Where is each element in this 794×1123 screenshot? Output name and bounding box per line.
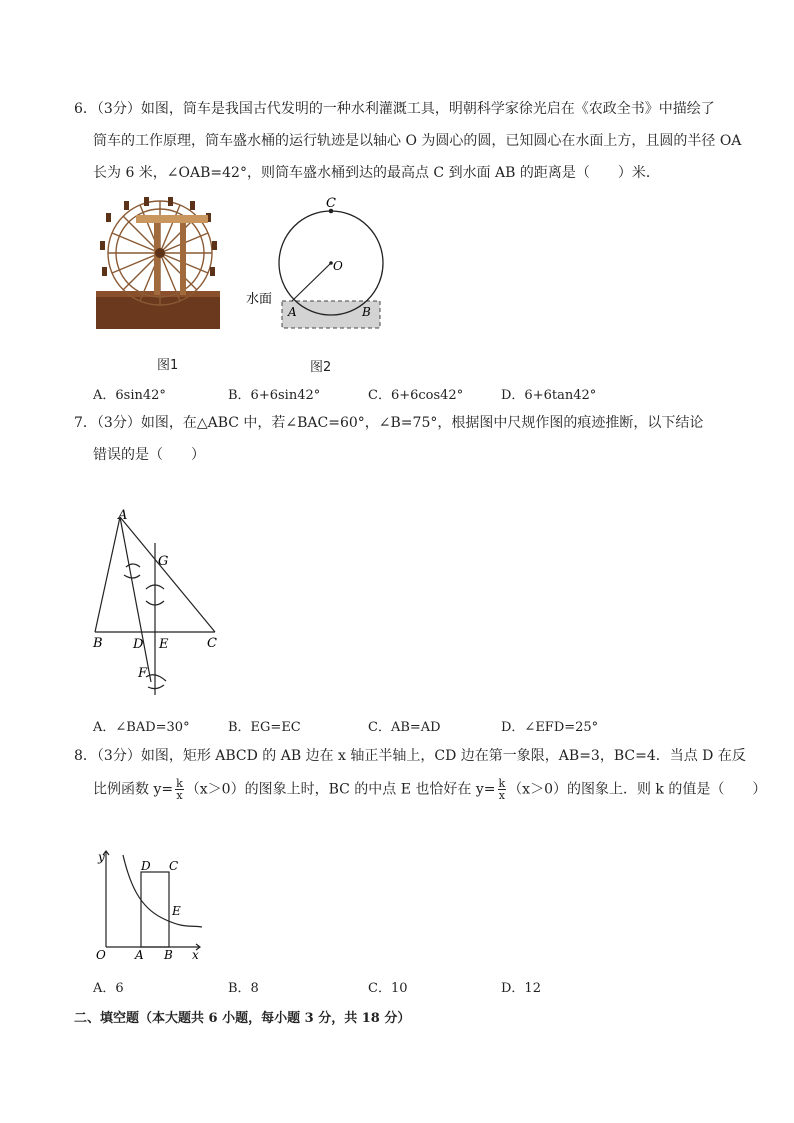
q8-line-2 [93,778,766,801]
label-C: C [326,196,336,211]
label-D: D [141,859,151,873]
q7-choice-b[interactable]: B．EG=EC [228,720,301,735]
label-y: y [98,850,105,864]
fraction-denominator-2: x [498,789,505,802]
triangle-construction-diagram [88,505,228,700]
q6-line-1: 6．（3分）如图，筒车是我国古代发明的一种水利灌溉工具，明朝科学家徐光启在《农政全书》中描绘了 [74,101,715,117]
label-C: C [169,859,179,873]
arc-mark-1 [126,564,140,567]
label-A: A [135,948,144,962]
section-2-heading: 二、填空题（本大题共 6 小题，每小题 3 分，共 18 分） [74,1011,411,1026]
q8-line-2-part-a: 比例函数 y= [93,781,174,798]
label-B: B [164,948,173,962]
hyperbola-rectangle-diagram [90,845,210,963]
label-E: E [159,637,169,652]
q7-choice-d[interactable]: D．∠EFD=25° [501,720,599,735]
fraction-numerator-2: k [498,777,506,790]
label-O: O [96,948,106,962]
label-x: x [192,948,199,962]
radius-OA [292,263,331,301]
label-D: D [133,637,144,652]
q8-choice-a[interactable]: A．6 [93,981,124,996]
q7-line-2: 错误的是（ ） [93,447,205,463]
q7-choice-a[interactable]: A．∠BAD=30° [93,720,190,735]
label-water-surface: 水面 [246,292,273,307]
arc-mark-2 [124,575,140,578]
water-wheel-photo [96,195,220,329]
side-AB [95,517,120,632]
q8-line-2-part-c: （x＞0）的图象上．则 k 的值是（ ） [508,781,767,798]
line-AF [120,517,151,682]
q6-choice-d[interactable]: D．6+6tan42° [501,388,597,403]
fraction-k-over-x-2 [498,778,507,801]
q7-choice-c[interactable]: C．AB=AD [368,720,441,735]
label-A: A [288,305,297,319]
rectangle-ABCD [141,872,169,947]
q8-choice-c[interactable]: C．10 [368,981,408,996]
figure-2-circle-diagram [240,190,400,340]
label-E: E [172,904,181,918]
label-F: F [138,666,148,681]
label-B: B [93,636,103,651]
q8-choice-b[interactable]: B．8 [228,981,259,996]
q6-choice-b[interactable]: B．6+6sin42° [228,388,321,403]
q8-line-1: 8．（3分）如图，矩形 ABCD 的 AB 边在 x 轴正半轴上，CD 边在第一象限，AB=3，BC=4．当点 D 在反 [74,748,746,764]
fraction-denominator: x [176,789,183,802]
q6-choice-a[interactable]: A．6sin42° [93,388,166,403]
q8-line-2-part-b: （x＞0）的图象上时，BC 的中点 E 也恰好在 y= [185,781,496,798]
fraction-numerator: k [176,777,183,790]
label-G: G [158,554,169,569]
arc-mark-5 [146,675,166,681]
hyperbola-curve [123,855,202,927]
label-B: B [362,305,371,319]
side-AC [120,517,215,632]
label-O: O [333,259,343,273]
arc-mark-6 [148,685,164,689]
q8-choice-d[interactable]: D．12 [501,981,541,996]
label-A: A [118,508,128,523]
q7-line-1: 7．（3分）如图，在△ABC 中，若∠BAC=60°，∠B=75°，根据图中尺规作图的痕迹推断，以下结论 [74,415,704,431]
figure-2-caption: 图2 [310,360,332,375]
label-C: C [207,636,217,651]
fraction-k-over-x [175,778,184,801]
figure-1-caption: 图1 [157,358,179,373]
q6-line-3: 长为 6 米，∠OAB=42°，则筒车盛水桶到达的最高点 C 到水面 AB 的距离是（ ）米． [93,165,660,181]
q6-line-2: 筒车的工作原理，筒车盛水桶的运行轨迹是以轴心 O 为圆心的圆，已知圆心在水面上方，且圆的半径 OA [93,133,742,149]
q6-choice-c[interactable]: C．6+6cos42° [368,388,464,403]
